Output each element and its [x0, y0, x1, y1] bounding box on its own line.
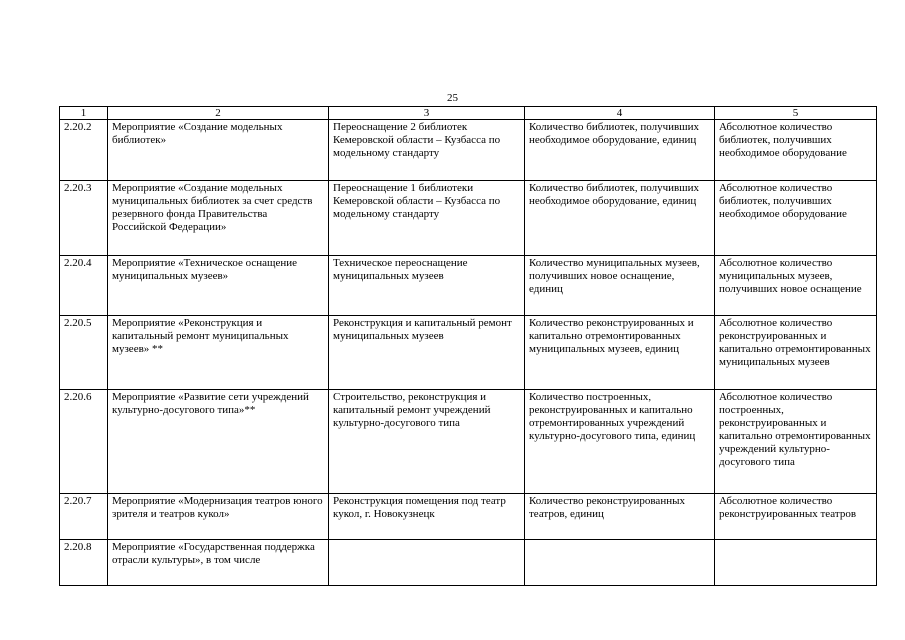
table-row [60, 390, 877, 494]
event-content-cell: Переоснащение 2 библиотек Кемеровской области – Кузбасса по модельному стандарту [329, 120, 525, 181]
event-content-cell: Строительство, реконструкция и капитальный ремонт учреждений культурно-досугового типа [329, 390, 525, 494]
event-content-cell: Реконструкция и капитальный ремонт муниципальных музеев [329, 316, 525, 390]
table-row [60, 120, 877, 181]
column-header: 4 [525, 107, 715, 120]
row-number: 2.20.8 [60, 540, 108, 586]
page-number: 25 [447, 92, 458, 104]
method-cell: Абсолютное количество реконструированных театров [715, 494, 877, 540]
header-row [60, 107, 877, 120]
event-name-cell: Мероприятие «Техническое оснащение муниципальных музеев» [108, 256, 329, 316]
indicator-cell: Количество построенных, реконструированных и капитально отремонтированных учреждений культурно-досугового типа, единиц [525, 390, 715, 494]
indicator-cell: Количество муниципальных музеев, получивших новое оснащение, единиц [525, 256, 715, 316]
indicator-cell: Количество реконструированных театров, единиц [525, 494, 715, 540]
row-number: 2.20.7 [60, 494, 108, 540]
table-body [60, 120, 877, 586]
event-name-cell: Мероприятие «Развитие сети учреждений культурно-досугового типа»** [108, 390, 329, 494]
event-name-cell: Мероприятие «Реконструкция и капитальный ремонт муниципальных музеев» ** [108, 316, 329, 390]
table-header [60, 107, 877, 120]
method-cell: Абсолютное количество построенных, реконструированных и капитально отремонтированных учреждений культурно-досугового типа [715, 390, 877, 494]
table-row [60, 256, 877, 316]
table-row [60, 540, 877, 586]
method-cell [715, 540, 877, 586]
method-cell: Абсолютное количество библиотек, получивших необходимое оборудование [715, 181, 877, 256]
indicator-cell: Количество библиотек, получивших необходимое оборудование, единиц [525, 181, 715, 256]
column-header: 1 [60, 107, 108, 120]
event-name-cell: Мероприятие «Создание модельных библиотек» [108, 120, 329, 181]
table-row [60, 316, 877, 390]
measures-table [59, 106, 877, 586]
indicator-cell [525, 540, 715, 586]
method-cell: Абсолютное количество библиотек, получивших необходимое оборудование [715, 120, 877, 181]
table-row [60, 494, 877, 540]
row-number: 2.20.3 [60, 181, 108, 256]
event-content-cell [329, 540, 525, 586]
column-header: 5 [715, 107, 877, 120]
event-content-cell: Техническое переоснащение муниципальных музеев [329, 256, 525, 316]
event-content-cell: Переоснащение 1 библиотеки Кемеровской области – Кузбасса по модельному стандарту [329, 181, 525, 256]
column-header: 2 [108, 107, 329, 120]
event-content-cell: Реконструкция помещения под театр кукол, г. Новокузнецк [329, 494, 525, 540]
event-name-cell: Мероприятие «Создание модельных муниципальных библиотек за счет средств резервного фонда Правительства Российской Федерации» [108, 181, 329, 256]
row-number: 2.20.2 [60, 120, 108, 181]
event-name-cell: Мероприятие «Модернизация театров юного зрителя и театров кукол» [108, 494, 329, 540]
method-cell: Абсолютное количество реконструированных и капитально отремонтированных муниципальных музеев [715, 316, 877, 390]
table-row [60, 181, 877, 256]
row-number: 2.20.6 [60, 390, 108, 494]
event-name-cell: Мероприятие «Государственная поддержка отрасли культуры», в том числе [108, 540, 329, 586]
indicator-cell: Количество реконструированных и капитально отремонтированных муниципальных музеев, единиц [525, 316, 715, 390]
indicator-cell: Количество библиотек, получивших необходимое оборудование, единиц [525, 120, 715, 181]
method-cell: Абсолютное количество муниципальных музеев, получивших новое оснащение [715, 256, 877, 316]
row-number: 2.20.5 [60, 316, 108, 390]
column-header: 3 [329, 107, 525, 120]
row-number: 2.20.4 [60, 256, 108, 316]
